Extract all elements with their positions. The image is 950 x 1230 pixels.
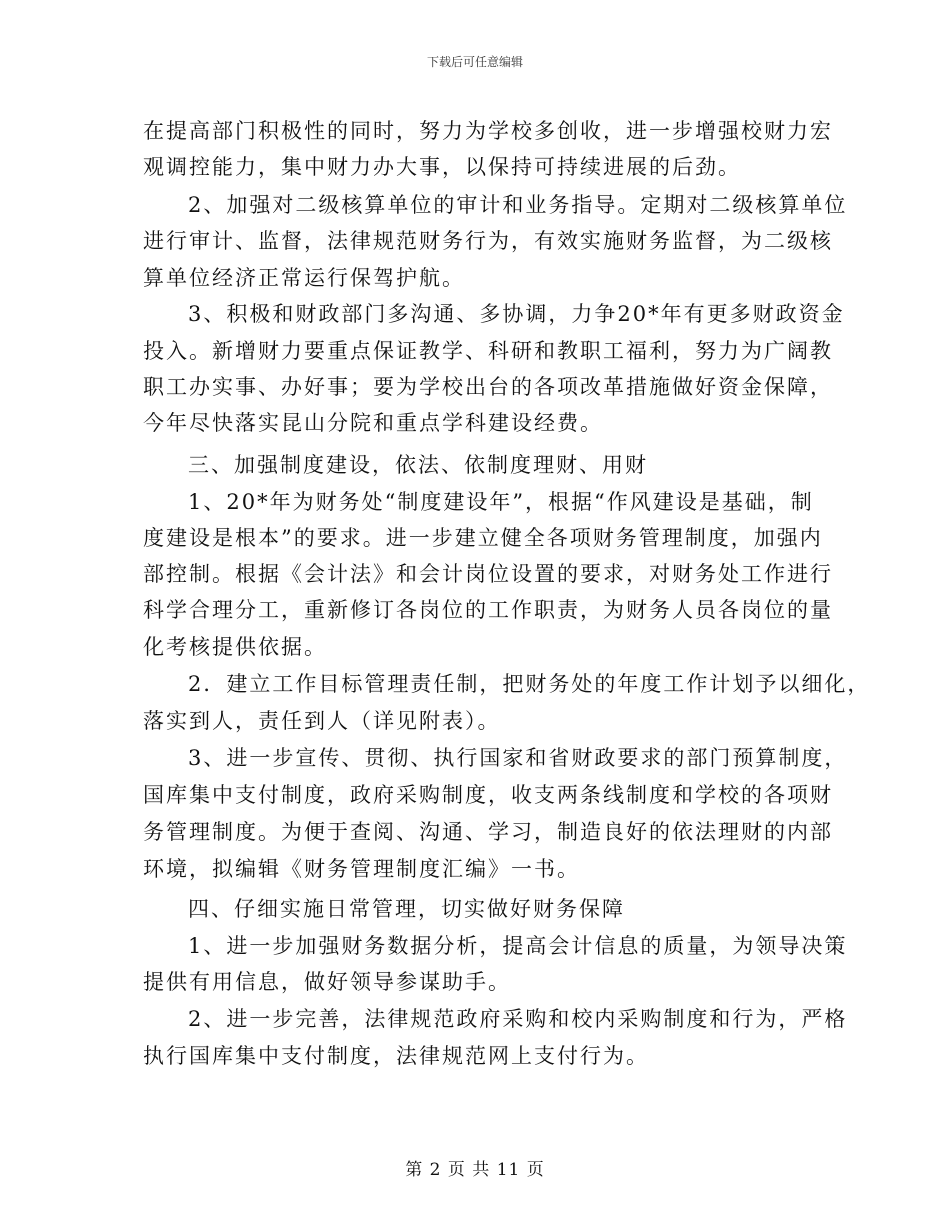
paragraph-start: 2、进一步完善，法律规范政府采购和校内采购制度和行为，严格	[188, 1007, 848, 1031]
body-line: 环境，拟编辑《财务管理制度汇编》一书。	[143, 857, 580, 881]
section-heading: 四、仔细实施日常管理，切实做好财务保障	[188, 897, 625, 921]
body-line: 职工办实事、办好事；要为学校出台的各项改革措施做好资金保障，	[143, 375, 833, 399]
body-line: 提供有用信息，做好领导参谋助手。	[143, 970, 511, 994]
body-line: 度建设是根本”的要求。进一步建立健全各项财务管理制度，加强内	[143, 526, 823, 550]
body-line: 观调控能力，集中财力办大事，以保持可持续进展的后劲。	[143, 155, 741, 179]
body-line: 部控制。根据《会计法》和会计岗位设置的要求，对财务处工作进行	[143, 562, 833, 586]
section-heading: 三、加强制度建设，依法、依制度理财、用财	[188, 453, 648, 477]
paragraph-start: 1、进一步加强财务数据分析，提高会计信息的质量，为领导决策	[188, 934, 848, 958]
paragraph-start: 3、积极和财政部门多沟通、多协调，力争20*年有更多财政资金	[188, 302, 845, 326]
page-number-footer: 第 2 页 共 11 页	[405, 1160, 545, 1180]
body-line: 务管理制度。为便于查阅、沟通、学习，制造良好的依法理财的内部	[143, 820, 833, 844]
body-line: 投入。新增财力要重点保证教学、科研和教职工福利，努力为广阔教	[143, 339, 833, 363]
body-line: 落实到人，责任到人（详见附表）。	[143, 709, 501, 733]
page-header: 下载后可任意编辑	[426, 55, 523, 69]
paragraph-start: 2．建立工作目标管理责任制，把财务处的年度工作计划予以细化，	[188, 672, 871, 696]
paragraph-start: 3、进一步宣传、贯彻、执行国家和省财政要求的部门预算制度，	[188, 746, 848, 770]
body-line: 化考核提供依据。	[143, 635, 327, 659]
paragraph-start: 1、20*年为财务处“制度建设年”，根据“作风建设是基础，制	[188, 490, 814, 514]
body-line: 科学合理分工，重新修订各岗位的工作职责，为财务人员各岗位的量	[143, 598, 833, 622]
body-line: 今年尽快落实昆山分院和重点学科建设经费。	[143, 411, 603, 435]
body-line: 算单位经济正常运行保驾护航。	[143, 266, 465, 290]
body-line: 执行国库集中支付制度，法律规范网上支付行为。	[143, 1044, 649, 1068]
body-line: 国库集中支付制度，政府采购制度，收支两条线制度和学校的各项财	[143, 783, 833, 807]
paragraph-start: 2、加强对二级核算单位的审计和业务指导。定期对二级核算单位	[188, 193, 848, 217]
body-line: 在提高部门积极性的同时，努力为学校多创收，进一步增强校财力宏	[143, 119, 833, 143]
body-line: 进行审计、监督，法律规范财务行为，有效实施财务监督，为二级核	[143, 229, 833, 253]
